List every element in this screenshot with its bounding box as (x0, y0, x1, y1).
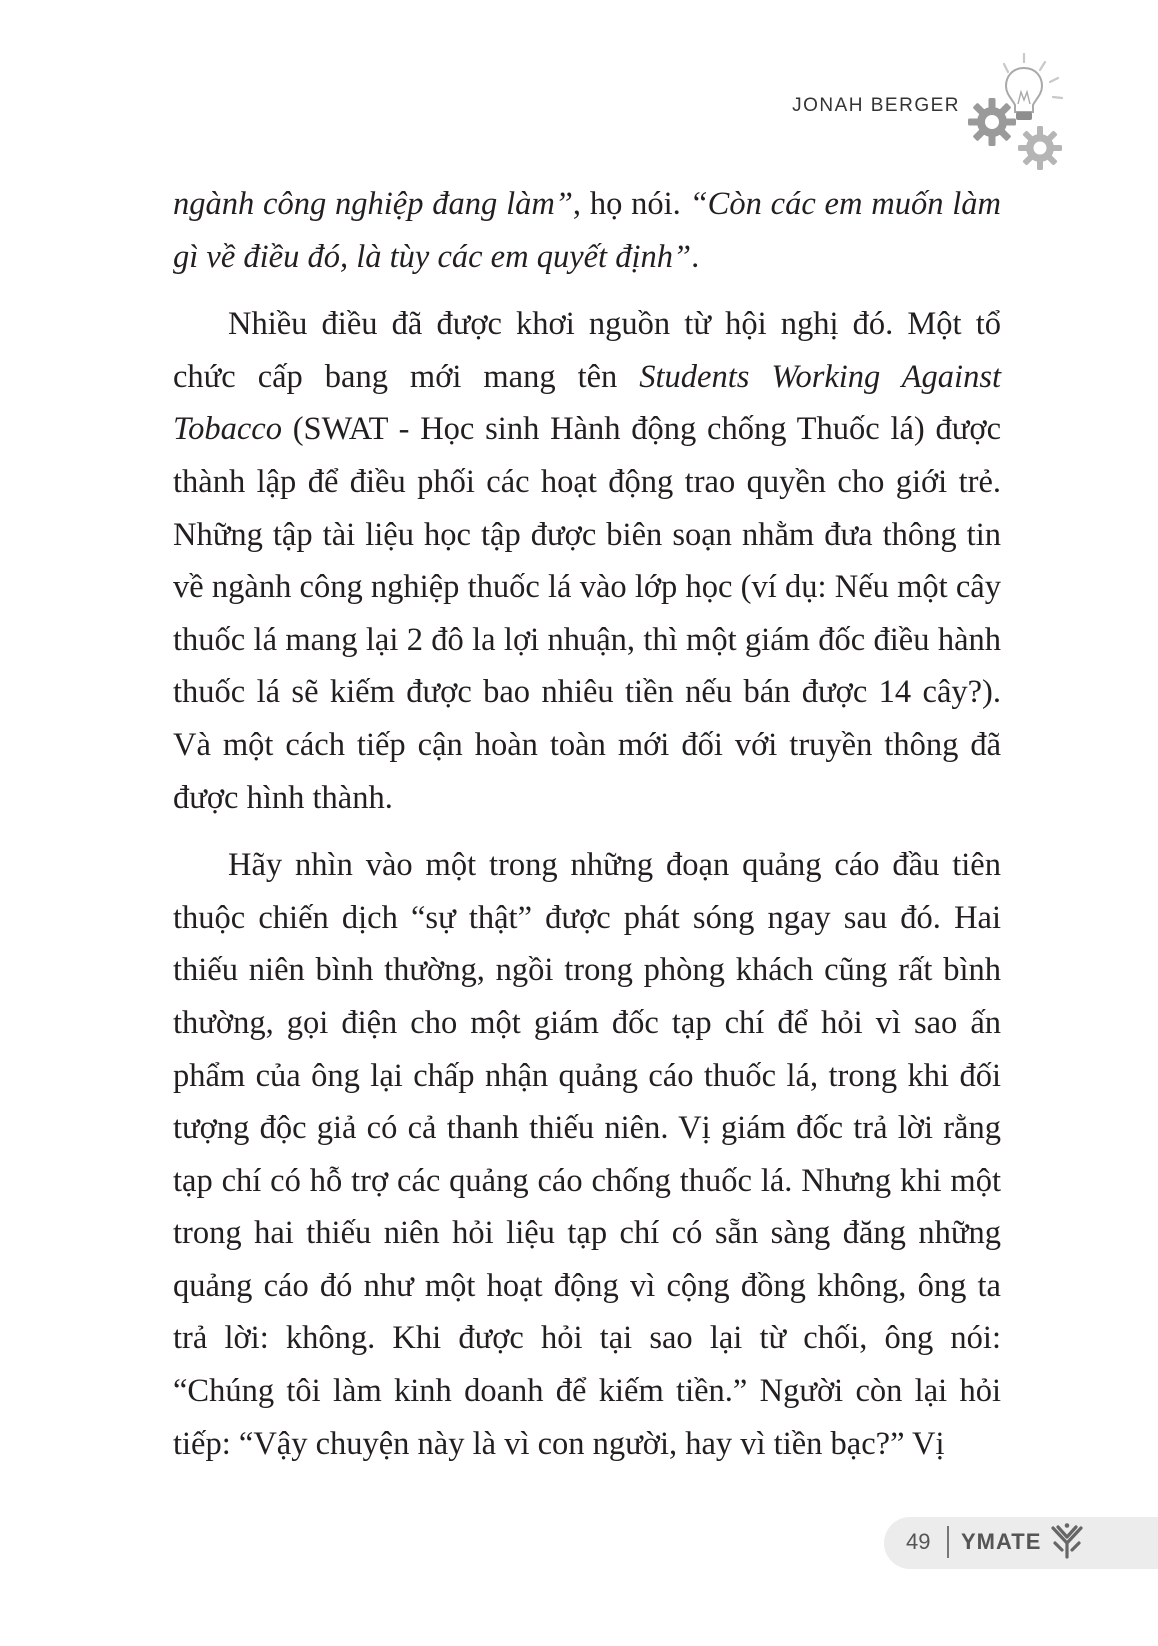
organization-name: Students Working Against Tobacco (173, 358, 1001, 448)
paragraph-continuation (173, 178, 1001, 283)
footer-separator (947, 1526, 949, 1558)
paragraph-text: Nhiều điều đã được khơi nguồn từ hội nghị đó. Một tổ chức cấp bang mới mang tên (173, 306, 1001, 395)
paragraph-swat (173, 298, 1001, 824)
paragraph-text: (SWAT - Học sinh Hành động chống Thuốc lá) được thành lập để điều phối các hoạt động trao quyền cho giới trẻ. Những tập tài liệu học tập được biên soạn nhằm đưa thông tin về ngành công nghiệp thuốc lá vào lớp học (ví dụ: Nếu một cây thuốc lá mang lại 2 đô la lợi nhuận, thì một giám đốc điều hành thuốc lá sẽ kiếm được bao nhiêu tiền nếu bán được 14 cây?). Và một cách tiếp cận hoàn toàn mới đối với truyền thông đã được hình thành. (173, 411, 1001, 816)
paragraph-text: , họ nói. (572, 186, 690, 222)
body-text (173, 178, 1001, 1470)
publisher-brand: YMATE (961, 1529, 1042, 1554)
italic-quote: “Còn các em muốn làm gì về điều đó, là tùy các em quyết định” (173, 186, 1002, 275)
gears-lightbulb-icon (968, 52, 1080, 174)
italic-quote: ngành công nghiệp đang làm” (173, 186, 573, 222)
paragraph-truth-campaign: Hãy nhìn vào một trong những đoạn quảng cáo đầu tiên thuộc chiến dịch “sự thật” được phát sóng ngay sau đó. Hai thiếu niên bình thường, ngồi trong phòng khách cũng rất bình thường, gọi điện cho một giám đốc tạp chí để hỏi vì sao ấn phẩm của ông lại chấp nhận quảng cáo thuốc lá, trong khi đối tượng độc giả có cả thanh thiếu niên. Vị giám đốc trả lời rằng tạp chí có hỗ trợ các quảng cáo chống thuốc lá. Nhưng khi một trong hai thiếu niên hỏi liệu tạp chí có sẵn sàng đăng những quảng cáo đó như một hoạt động vì cộng đồng không, ông ta trả lời: không. Khi được hỏi tại sao lại từ chối, ông nói: “Chúng tôi làm kinh doanh để kiếm tiền.” Người còn lại hỏi tiếp: “Vậy chuyện này là vì con người, hay vì tiền bạc?” Vị (173, 847, 1001, 1462)
paragraph-text: . (691, 238, 700, 275)
running-header-author: JONAH BERGER (792, 95, 960, 116)
page-number: 49 (906, 1529, 931, 1554)
ymate-logo-icon (1049, 1523, 1085, 1561)
